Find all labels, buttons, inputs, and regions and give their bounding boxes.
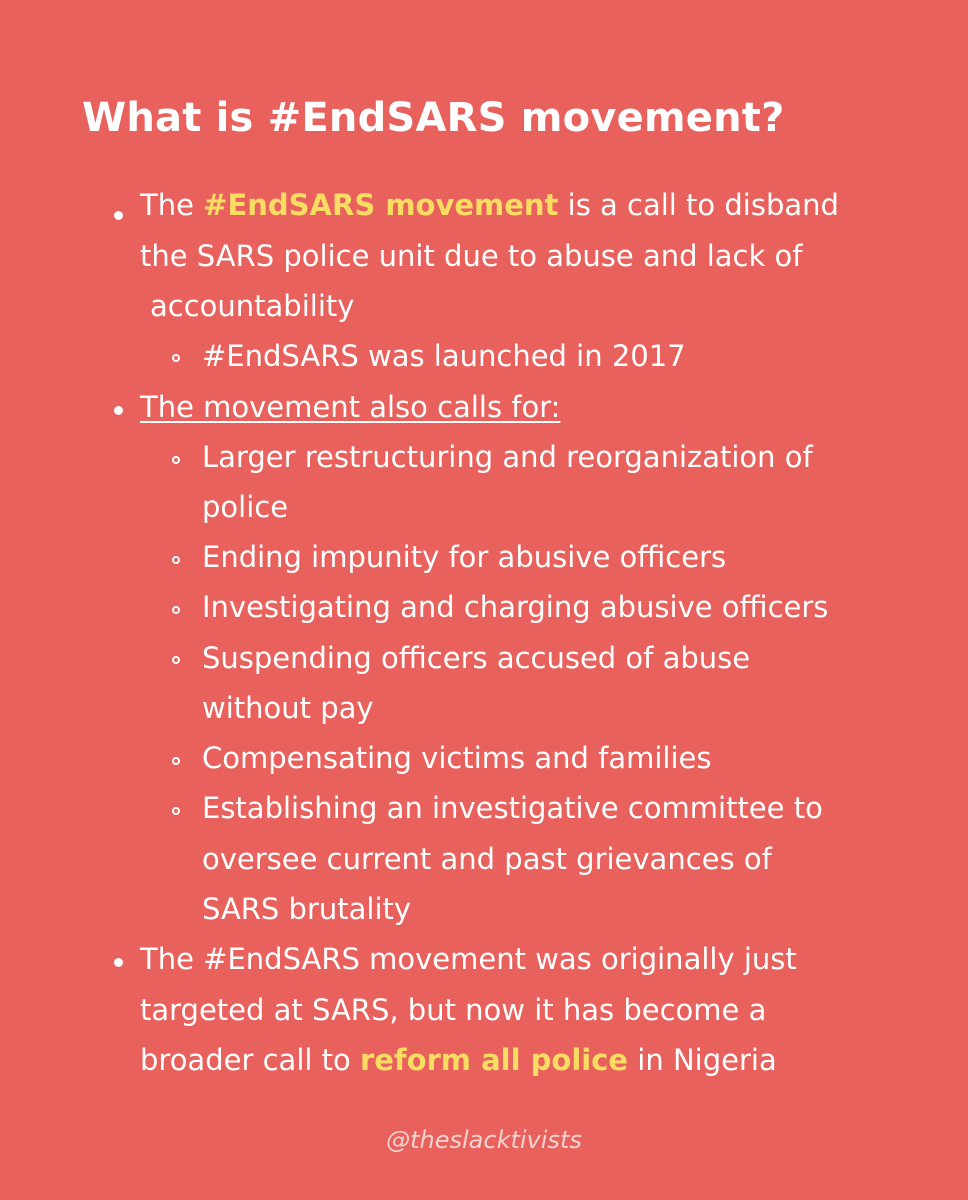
bullet-2-heading: The movement also calls for: [140,390,561,424]
bullet-1-text-pre: The [140,188,204,222]
bullet-1-line-2: the SARS police unit due to abuse and lack of [140,239,803,273]
bullet-3-line-1: The #EndSARS movement was originally just [140,942,797,976]
bullet-3-highlight: reform all police [359,1043,629,1077]
bullet-2-sub-1-line-2: police [202,490,289,524]
bullet-2-sub-2: Ending impunity for abusive officers [202,540,727,574]
sub-bullet-circle [172,354,180,362]
bullet-1-line-1 [140,180,839,230]
bullet-dot [114,406,123,415]
sub-bullet-circle [172,656,180,664]
page-title: What is #EndSARS movement? [82,95,785,141]
bullet-2-sub-3: Investigating and charging abusive officers [202,590,829,624]
sub-bullet-circle [172,456,180,464]
bullet-dot [114,958,123,967]
bullet-3-text-post: in Nigeria [628,1043,777,1077]
bullet-2-sub-5: Compensating victims and families [202,741,712,775]
bullet-2-sub-6-line-1: Establishing an investigative committee to [202,791,823,825]
bullet-2-sub-6-line-3: SARS brutality [202,892,412,926]
bullet-1-sub-1: #EndSARS was launched in 2017 [202,339,686,373]
sub-bullet-circle [172,556,180,564]
bullet-3-line-3 [140,1035,777,1085]
bullet-1-line-3: accountability [150,289,355,323]
bullet-2-sub-4-line-1: Suspending officers accused of abuse [202,641,751,675]
bullet-1-text-post: is a call to disband [558,188,839,222]
bullet-dot [114,211,123,220]
bullet-1-highlight: #EndSARS movement [203,188,559,222]
bullet-2-sub-1-line-1: Larger restructuring and reorganization of [202,440,813,474]
social-handle: @theslacktivists [386,1126,582,1154]
sub-bullet-circle [172,606,180,614]
sub-bullet-circle [172,757,180,765]
sub-bullet-circle [172,807,180,815]
bullet-3-line-2: targeted at SARS, but now it has become a [140,993,767,1027]
bullet-3-text-pre: broader call to [140,1043,360,1077]
bullet-2-sub-4-line-2: without pay [202,691,374,725]
bullet-2-sub-6-line-2: oversee current and past grievances of [202,842,772,876]
